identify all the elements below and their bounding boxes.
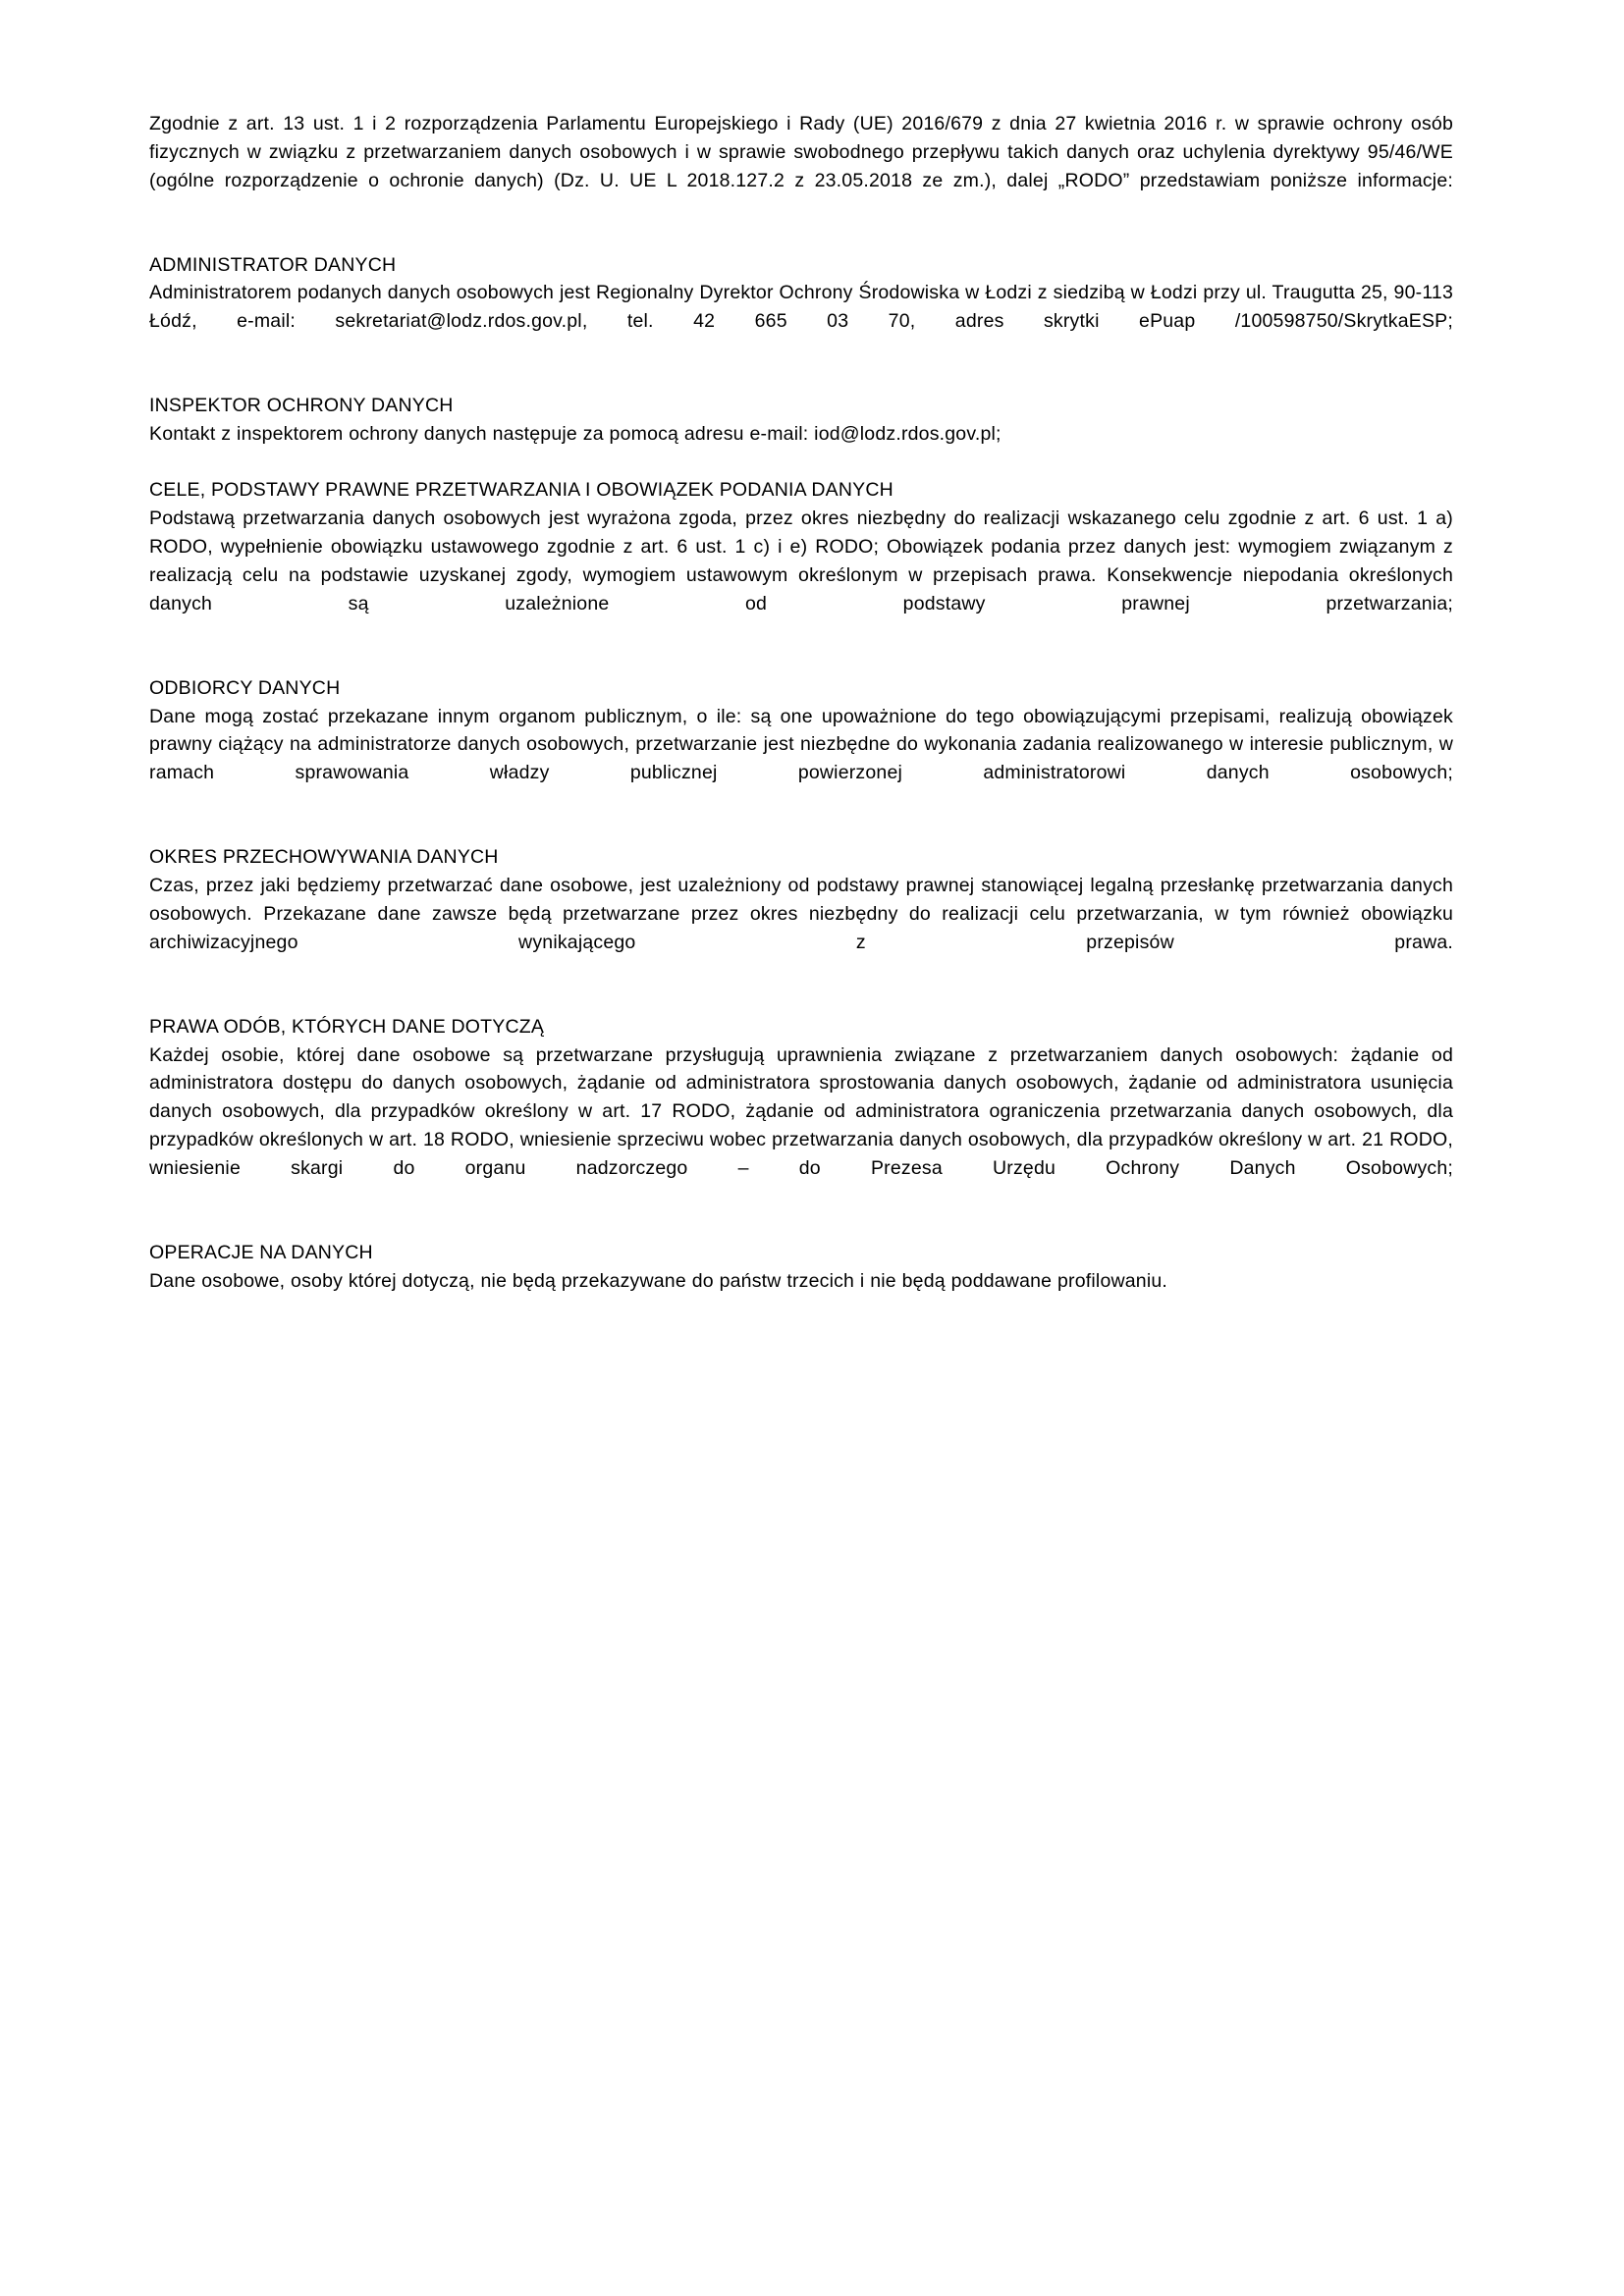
heading-operacje-na-danych: OPERACJE NA DANYCH [149,1241,373,1263]
heading-odbiorcy-danych: ODBIORCY DANYCH [149,676,341,699]
section-administrator-danych [149,251,1453,364]
section-inspektor-ochrony-danych [149,392,1453,449]
body-cele-podstawy-prawne: Podstawą przetwarzania danych osobowych jest wyrażona zgoda, przez okres niezbędny do realizacji wskazanego celu zgodnie z art. 6 ust. 1 a) RODO, wypełnienie obowiązku ustawowego zgodnie z art. 6 ust. 1 c) i e) RODO; Obowiązek podania przez danych jest: wymogiem związanym z realizacją celu na podstawie uzyskanej zgody, wymogiem ustawowym określonym w przepisach prawa. Konsekwencje niepodania określonych danych są uzależnione od podstawy prawnej przetwarzania; [149,507,1453,614]
body-administrator-danych: Administratorem podanych danych osobowych jest Regionalny Dyrektor Ochrony Środowiska w Łodzi z siedzibą w Łodzi przy ul. Traugutta 25, 90-113 Łódź, e-mail: sekretariat@lodz.rdos.gov.pl, tel. 42 665 03 70, adres skrytki ePuap /100598750/SkrytkaESP; [149,282,1453,333]
intro-section [149,110,1453,223]
body-okres-przechowywania-danych: Czas, przez jaki będziemy przetwarzać dane osobowe, jest uzależniony od podstawy prawnej stanowiącej legalną przesłankę przetwarzania danych osobowych. Przekazane dane zawsze będą przetwarzane przez okres niezbędny do realizacji celu przetwarzania, w tym również obowiązku archiwizacyjnego wynikającego z przepisów prawa. [149,875,1453,953]
section-okres-przechowywania-danych [149,843,1453,985]
body-prawa-osob-ktorych-dane-dotycza: Każdej osobie, której dane osobowe są przetwarzane przysługują uprawnienia związane z przetwarzaniem danych osobowych: żądanie od administratora dostępu do danych osobowych, żądanie od administratora sprostowania danych osobowych, żądanie od administratora usunięcia danych osobowych, dla przypadków określony w art. 17 RODO, żądanie od administratora ograniczenia przetwarzania danych osobowych, dla przypadków określonych w art. 18 RODO, wniesienie sprzeciwu wobec przetwarzania danych osobowych, dla przypadków określony w art. 21 RODO, wniesienie skargi do organu nadzorczego – do Prezesa Urzędu Ochrony Danych Osobowych; [149,1043,1453,1179]
section-cele-podstawy-prawne [149,476,1453,646]
body-odbiorcy-danych: Dane mogą zostać przekazane innym organom publicznym, o ile: są one upoważnione do tego obowiązującymi przepisami, realizują obowiązek prawny ciążący na administratorze danych osobowych, przetwarzanie jest niezbędne do wykonania zadania realizowanego w interesie publicznym, w ramach sprawowania władzy publicznej powierzonej administratorowi danych osobowych; [149,705,1453,784]
body-operacje-na-danych: Dane osobowe, osoby której dotyczą, nie będą przekazywane do państw trzecich i nie będą poddawane profilowaniu. [149,1269,1168,1292]
document-body [149,110,1453,1295]
heading-okres-przechowywania-danych: OKRES PRZECHOWYWANIA DANYCH [149,846,499,869]
heading-administrator-danych: ADMINISTRATOR DANYCH [149,253,397,276]
heading-prawa-osob-ktorych-dane-dotycza: PRAWA ODÓB, KTÓRYCH DANE DOTYCZĄ [149,1015,545,1038]
section-operacje-na-danych [149,1239,1453,1296]
heading-inspektor-ochrony-danych: INSPEKTOR OCHRONY DANYCH [149,395,454,417]
body-inspektor-ochrony-danych: Kontakt z inspektorem ochrony danych następuje za pomocą adresu e-mail: iod@lodz.rdos.gov.pl; [149,423,1001,446]
section-odbiorcy-danych [149,674,1453,816]
intro-paragraph: Zgodnie z art. 13 ust. 1 i 2 rozporządzenia Parlamentu Europejskiego i Rady (UE) 2016/679 z dnia 27 kwietnia 2016 r. w sprawie ochrony osób fizycznych w związku z przetwarzaniem danych osobowych i w sprawie swobodnego przepływu takich danych oraz uchylenia dyrektywy 95/46/WE (ogólne rozporządzenie o ochronie danych) (Dz. U. UE L 2018.127.2 z 23.05.2018 ze zm.), dalej „RODO” przedstawiam poniższe informacje: [149,113,1453,191]
section-prawa-osob-ktorych-dane-dotycza [149,1013,1453,1211]
heading-cele-podstawy-prawne: CELE, PODSTAWY PRAWNE PRZETWARZANIA I OBOWIĄZEK PODANIA DANYCH [149,479,893,502]
